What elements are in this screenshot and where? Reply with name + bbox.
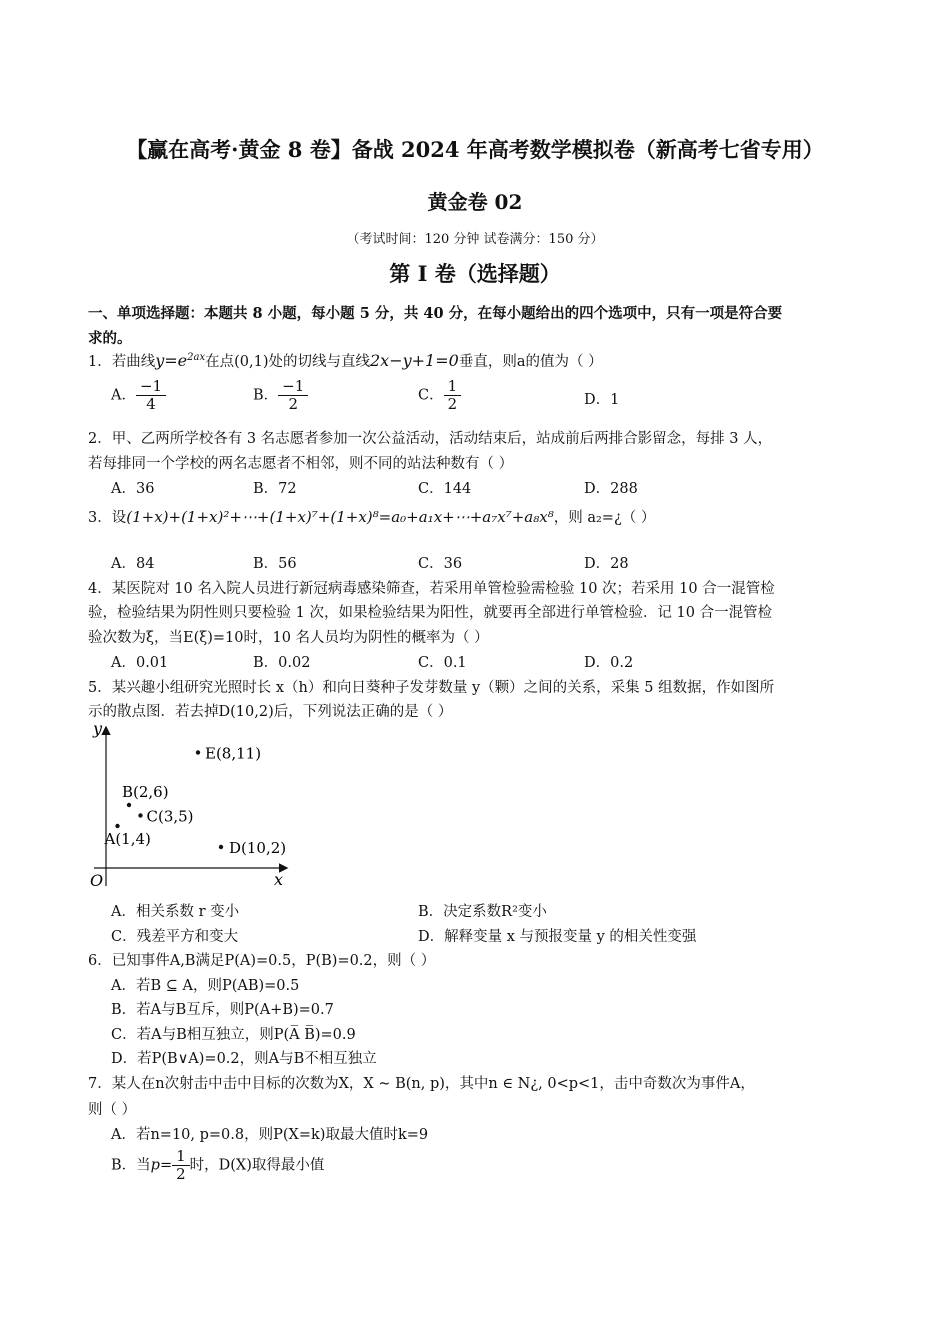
q5-option-b[interactable]: B．决定系数R²变小 bbox=[418, 904, 547, 920]
q5-option-c[interactable]: C．残差平方和变大 bbox=[111, 929, 239, 945]
q1-option-c[interactable] bbox=[418, 378, 461, 413]
q1-curve: y=e bbox=[155, 351, 188, 370]
q3-prefix: 3．设 bbox=[88, 510, 127, 526]
y-axis-label: y bbox=[93, 719, 103, 738]
option-label: B． bbox=[253, 387, 279, 404]
question-2-line-1: 2．甲、乙两所学校各有 3 名志愿者参加一次公益活动，活动结束后，站成前后两排合影留念，每排 3 人， bbox=[88, 431, 773, 447]
scatter-plot bbox=[84, 718, 294, 893]
q3-option-b[interactable]: B．56 bbox=[253, 556, 297, 572]
option-label: D． bbox=[584, 392, 611, 408]
fraction bbox=[136, 378, 166, 413]
numerator: −1 bbox=[136, 378, 166, 396]
denominator: 4 bbox=[146, 395, 156, 413]
q7-option-a[interactable]: A．若n=10, p=0.8，则P(X=k)取最大值时k=9 bbox=[111, 1127, 429, 1143]
scatter-point-label: E(8,11) bbox=[205, 744, 262, 763]
scatter-point-label: B(2,6) bbox=[122, 783, 169, 801]
q1-option-b[interactable] bbox=[253, 378, 308, 413]
question-1-stem bbox=[88, 350, 603, 371]
question-5-line-2: 示的散点图．若去掉D(10,2)后，下列说法正确的是（ ） bbox=[88, 704, 453, 720]
option-label: B．当 bbox=[111, 1157, 151, 1174]
denominator: 2 bbox=[447, 395, 458, 413]
denominator: 2 bbox=[288, 395, 298, 413]
q2-option-d[interactable]: D．288 bbox=[584, 481, 638, 497]
q2-option-a[interactable]: A．36 bbox=[111, 481, 155, 497]
q6-option-c[interactable]: C．若A与B相互独立，则P(A̅ B̅)=0.9 bbox=[111, 1027, 356, 1043]
q4-option-c[interactable]: C．0.1 bbox=[418, 655, 467, 671]
option-label: A． bbox=[111, 387, 136, 404]
denominator: 2 bbox=[176, 1165, 186, 1183]
q6-option-a[interactable]: A．若B ⊆ A，则P(AB)=0.5 bbox=[111, 978, 300, 994]
paper-subtitle: 黄金卷 02 bbox=[427, 190, 523, 214]
scatter-point-d bbox=[219, 845, 223, 849]
page-title: 【赢在高考·黄金 8 卷】备战 2024 年高考数学模拟卷（新高考七省专用） bbox=[126, 137, 824, 162]
question-2-line-2: 若每排同一个学校的两名志愿者不相邻，则不同的站法种数有（ ） bbox=[88, 456, 514, 472]
q1-option-a[interactable] bbox=[111, 378, 166, 413]
q1-suffix: 垂直，则a的值为（ ） bbox=[458, 354, 603, 370]
fraction bbox=[278, 378, 308, 413]
scatter-point-b bbox=[127, 803, 131, 807]
question-7-line-1: 7．某人在n次射击中击中目标的次数为X，X ~ B(n, p)，其中n ∈ N¿, 0<p<1，击中奇数次为事件A， bbox=[88, 1076, 755, 1092]
option-rest: 时，D(X)取得最小值 bbox=[189, 1157, 325, 1174]
instructions-line-2: 求的。 bbox=[88, 330, 132, 347]
q3-suffix: ，则 a₂=¿（ ） bbox=[553, 510, 656, 526]
origin-label: O bbox=[90, 871, 104, 890]
question-3-stem bbox=[88, 506, 655, 527]
q1-mid: 在点(0,1)处的切线与直线 bbox=[205, 354, 370, 370]
q2-option-b[interactable]: B．72 bbox=[253, 481, 297, 497]
question-6-stem: 6．已知事件A,B满足P(A)=0.5，P(B)=0.2，则（ ） bbox=[88, 953, 436, 969]
option-lhs: p= bbox=[150, 1157, 173, 1174]
q4-option-d[interactable]: D．0.2 bbox=[584, 655, 634, 671]
option-label: C． bbox=[418, 387, 444, 404]
q3-option-c[interactable]: C．36 bbox=[418, 556, 463, 572]
instructions-line-1: 一、单项选择题：本题共 8 小题，每小题 5 分，共 40 分，在每小题给出的四个选项中，只有一项是符合要 bbox=[88, 305, 783, 322]
question-4-line-3: 验次数为ξ，当E(ξ)=10时，10 名人员均为阴性的概率为（ ） bbox=[88, 630, 489, 646]
q1-prefix: 1．若曲线 bbox=[88, 354, 156, 370]
fraction bbox=[172, 1148, 190, 1183]
q3-option-d[interactable]: D．28 bbox=[584, 556, 629, 572]
q1-line: 2x−y+1=0 bbox=[370, 351, 459, 370]
q7-option-b[interactable] bbox=[111, 1148, 324, 1183]
q3-expansion: (1+x)+(1+x)²+⋯+(1+x)⁷+(1+x)⁸=a₀+a₁x+⋯+a₇x⁷+a₈x⁸ bbox=[126, 508, 554, 526]
scatter-point-e bbox=[196, 750, 200, 754]
q5-option-a[interactable]: A．相关系数 r 变小 bbox=[111, 904, 240, 920]
q1-option-d[interactable] bbox=[584, 388, 619, 409]
question-5-line-1: 5．某兴趣小组研究光照时长 x（h）和向日葵种子发芽数量 y（颗）之间的关系，采集 5 组数据，作如图所 bbox=[88, 680, 775, 696]
q1-exponent: 2ax bbox=[187, 352, 206, 364]
fraction bbox=[444, 378, 462, 413]
q6-option-d[interactable]: D．若P(B∨A)=0.2，则A与B不相互独立 bbox=[111, 1051, 377, 1067]
q4-option-b[interactable]: B．0.02 bbox=[253, 655, 311, 671]
q4-option-a[interactable]: A．0.01 bbox=[111, 655, 169, 671]
question-4-line-1: 4．某医院对 10 名入院人员进行新冠病毒感染筛查，若采用单管检验需检验 10 次；若采用 10 合一混管检 bbox=[88, 581, 775, 597]
scatter-point-c bbox=[138, 813, 142, 817]
q2-option-c[interactable]: C．144 bbox=[418, 481, 472, 497]
exam-info: （考试时间：120 分钟 试卷满分：150 分） bbox=[346, 232, 604, 247]
numerator: 1 bbox=[444, 378, 462, 396]
q5-option-d[interactable]: D．解释变量 x 与预报变量 y 的相关性变强 bbox=[418, 929, 697, 945]
q3-option-a[interactable]: A．84 bbox=[111, 556, 155, 572]
scatter-point-a bbox=[115, 824, 119, 828]
scatter-point-label: A(1,4) bbox=[104, 830, 151, 848]
scatter-point-label: C(3,5) bbox=[146, 807, 194, 826]
x-axis-label: x bbox=[274, 870, 284, 889]
numerator: −1 bbox=[278, 378, 308, 396]
option-text: 1 bbox=[610, 392, 620, 408]
section-heading: 第 I 卷（选择题） bbox=[389, 261, 561, 286]
question-7-line-2: 则（ ） bbox=[88, 1102, 137, 1118]
question-4-line-2: 验，检验结果为阴性则只要检验 1 次，如果检验结果为阳性，就要再全部进行单管检验．记 10 合一混管检 bbox=[88, 605, 773, 621]
scatter-point-label: D(10,2) bbox=[229, 839, 287, 857]
scatter-points bbox=[104, 745, 287, 858]
numerator: 1 bbox=[172, 1148, 190, 1166]
q6-option-b[interactable]: B．若A与B互斥，则P(A+B)=0.7 bbox=[111, 1002, 334, 1018]
